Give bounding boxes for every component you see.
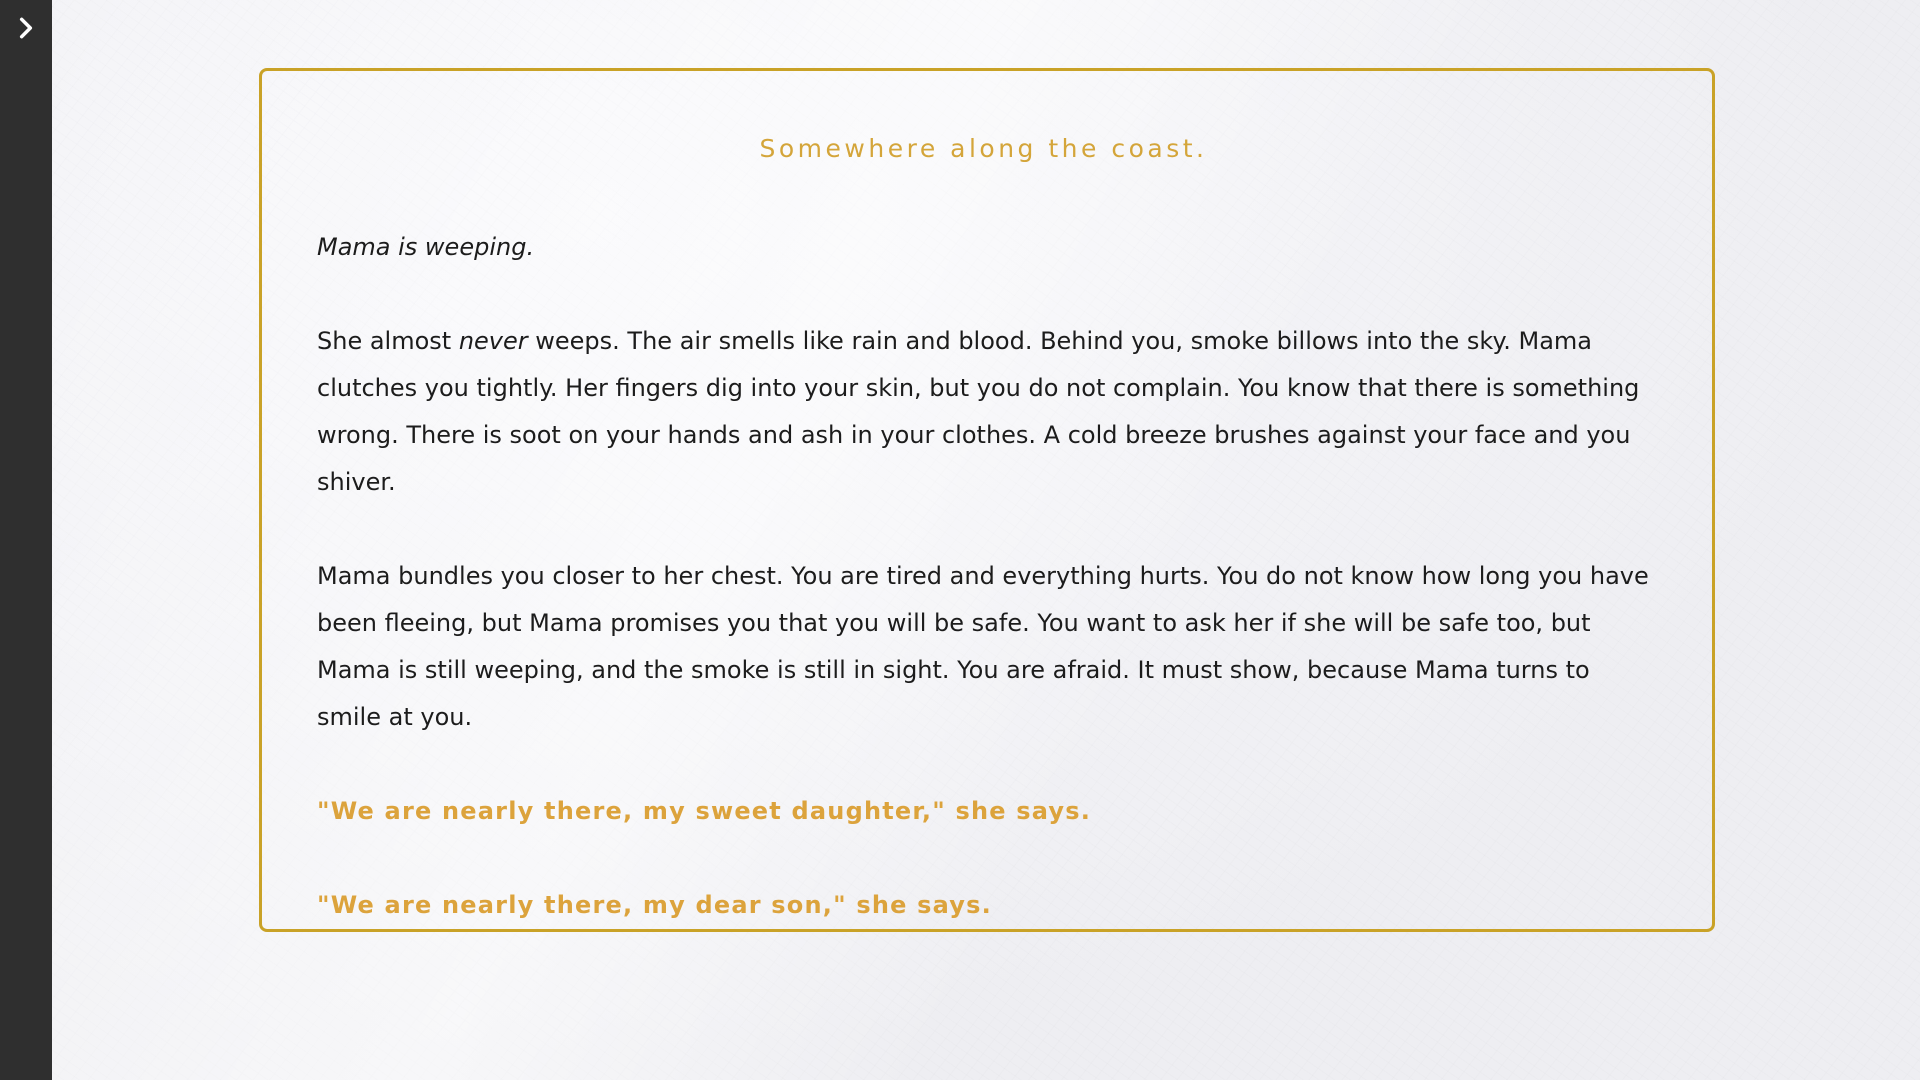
choice-son-link[interactable]: "We are nearly there, my dear son," she says. — [317, 891, 992, 919]
sidebar — [0, 0, 52, 1080]
story-paragraph-3: Mama bundles you closer to her chest. You are tired and everything hurts. You do not know how long you have been fleeing, but Mama promises you that you will be safe. You want to ask her if she will be safe too, but Mama is still weeping, and the smoke is still in sight. You are afraid. It must show, because Mama turns to smile at you. — [317, 562, 1649, 731]
story-paragraph-2 — [317, 318, 1650, 506]
location-heading: Somewhere along the coast. — [759, 134, 1208, 163]
sidebar-toggle-button[interactable] — [0, 0, 52, 56]
paragraph-2-text-end: weeps. The air smells like rain and blood. Behind you, smoke billows into the sky. Mama clutches you tightly. Her fingers dig into your skin, but you do not complain. You know that there is something wrong. There is soot on your hands and ash in your clothes. A cold breeze brushes against your face and you shiver. — [317, 327, 1640, 496]
story-text — [317, 224, 1650, 929]
choice-daughter-link[interactable]: "We are nearly there, my sweet daughter," she says. — [317, 797, 1092, 825]
story-paragraph-1: Mama is weeping. — [317, 233, 535, 261]
paragraph-2-text-start: She almost — [317, 327, 459, 355]
story-panel — [259, 68, 1715, 932]
chevron-right-icon — [13, 15, 39, 41]
paragraph-2-emphasis: never — [458, 327, 528, 355]
